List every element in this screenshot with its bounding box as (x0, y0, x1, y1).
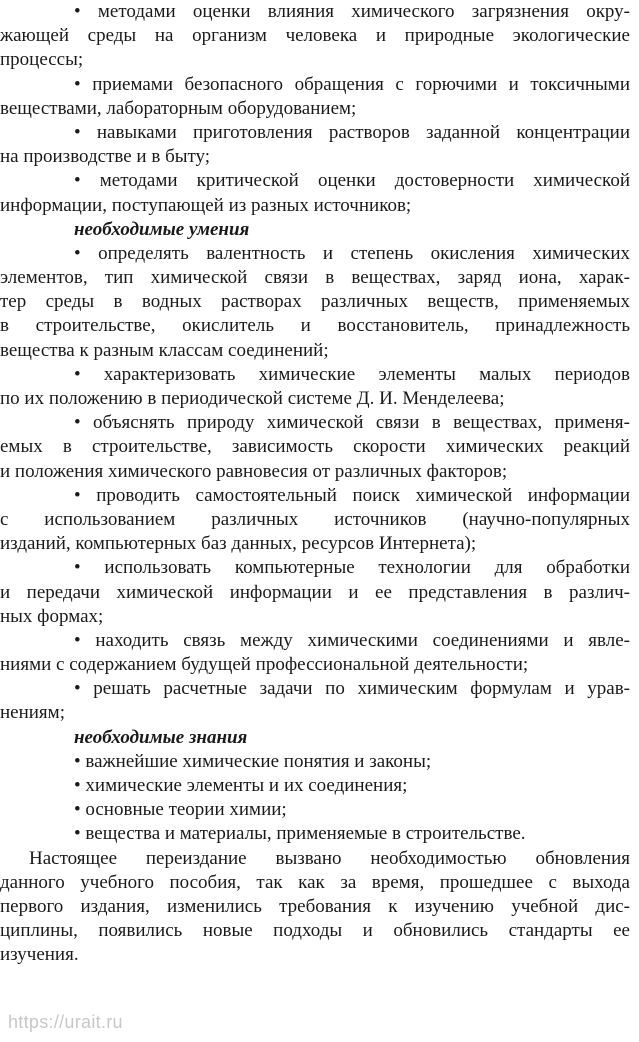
text-line: процессы; (0, 49, 84, 71)
text-line: • навыками приготовления растворов заданной концентрации (74, 121, 630, 143)
text-line: информации, поступающей из разных источников; (0, 194, 412, 216)
text-line: • методами критической оценки достоверности химической (74, 170, 630, 192)
text-line: • методами оценки влияния химического загрязнения окру- (74, 1, 630, 22)
text-line: • находить связь между химическими соединениями и явле- (74, 629, 630, 651)
text-line: • химические элементы и их соединения; (74, 775, 408, 796)
text-line: первого издания, изменились требования к изучению учебной дис- (0, 895, 630, 917)
text-line: • вещества и материалы, применяемые в строительстве. (74, 823, 526, 845)
text-line: • использовать компьютерные технологии для обработки (74, 557, 630, 579)
text-line: изданий, компьютерных баз данных, ресурсов Интернета); (0, 533, 477, 555)
text-line: циплины, появились новые подходы и обновились стандарты ее (0, 920, 630, 942)
text-line: веществами, лабораторным оборудованием; (0, 97, 357, 119)
text-line: тер среды в водных растворах различных веществ, применяемых (0, 291, 630, 313)
text-line: с использованием различных источников (научно-популярных (0, 508, 630, 530)
text-line: • основные теории химии; (74, 799, 287, 821)
text-line: на производстве и в быту; (0, 146, 211, 168)
text-line: ниями с содержанием будущей профессиональной деятельности; (0, 654, 529, 676)
text-line: вещества к разным классам соединений; (0, 339, 329, 361)
text-line: ных формах; (0, 605, 104, 627)
text-line: по их положению в периодической системе Д. И. Менделеева; (0, 388, 505, 409)
text-line: емых в строительстве, зависимость скорости химических реакций (0, 436, 630, 458)
text-line: данного учебного пособия, так как за время, прошедшее с выхода (0, 871, 630, 893)
text-line: Настоящее переиздание вызвано необходимостью обновления (29, 847, 630, 869)
text-line: • важнейшие химические понятия и законы; (74, 750, 432, 772)
section-heading-knowledge: необходимые знания (74, 726, 248, 748)
text-line: и положения химического равновесия от различных факторов; (0, 460, 508, 482)
text-line: и передачи химической информации и ее представления в различ- (0, 581, 630, 603)
text-line: нениям; (0, 702, 65, 724)
text-line: жающей среды на организм человека и природные экологические (0, 25, 630, 47)
text-line: • объяснять природу химической связи в веществах, применя- (74, 412, 630, 434)
text-line: • характеризовать химические элементы малых периодов (74, 363, 630, 385)
text-line: • решать расчетные задачи по химическим формулам и урав- (74, 678, 630, 700)
text-line: • приемами безопасного обращения с горючими и токсичными (74, 73, 630, 95)
text-line: изучения. (0, 944, 79, 966)
section-heading-skills: необходимые умения (74, 218, 250, 240)
watermark-url: https://urait.ru (8, 1012, 123, 1032)
text-line: элементов, тип химической связи в веществах, заряд иона, харак- (0, 267, 630, 289)
text-line: • определять валентность и степень окисления химических (74, 242, 630, 264)
text-line: в строительстве, окислитель и восстановитель, принадлежность (0, 315, 630, 337)
text-line: • проводить самостоятельный поиск химической информации (74, 484, 630, 506)
